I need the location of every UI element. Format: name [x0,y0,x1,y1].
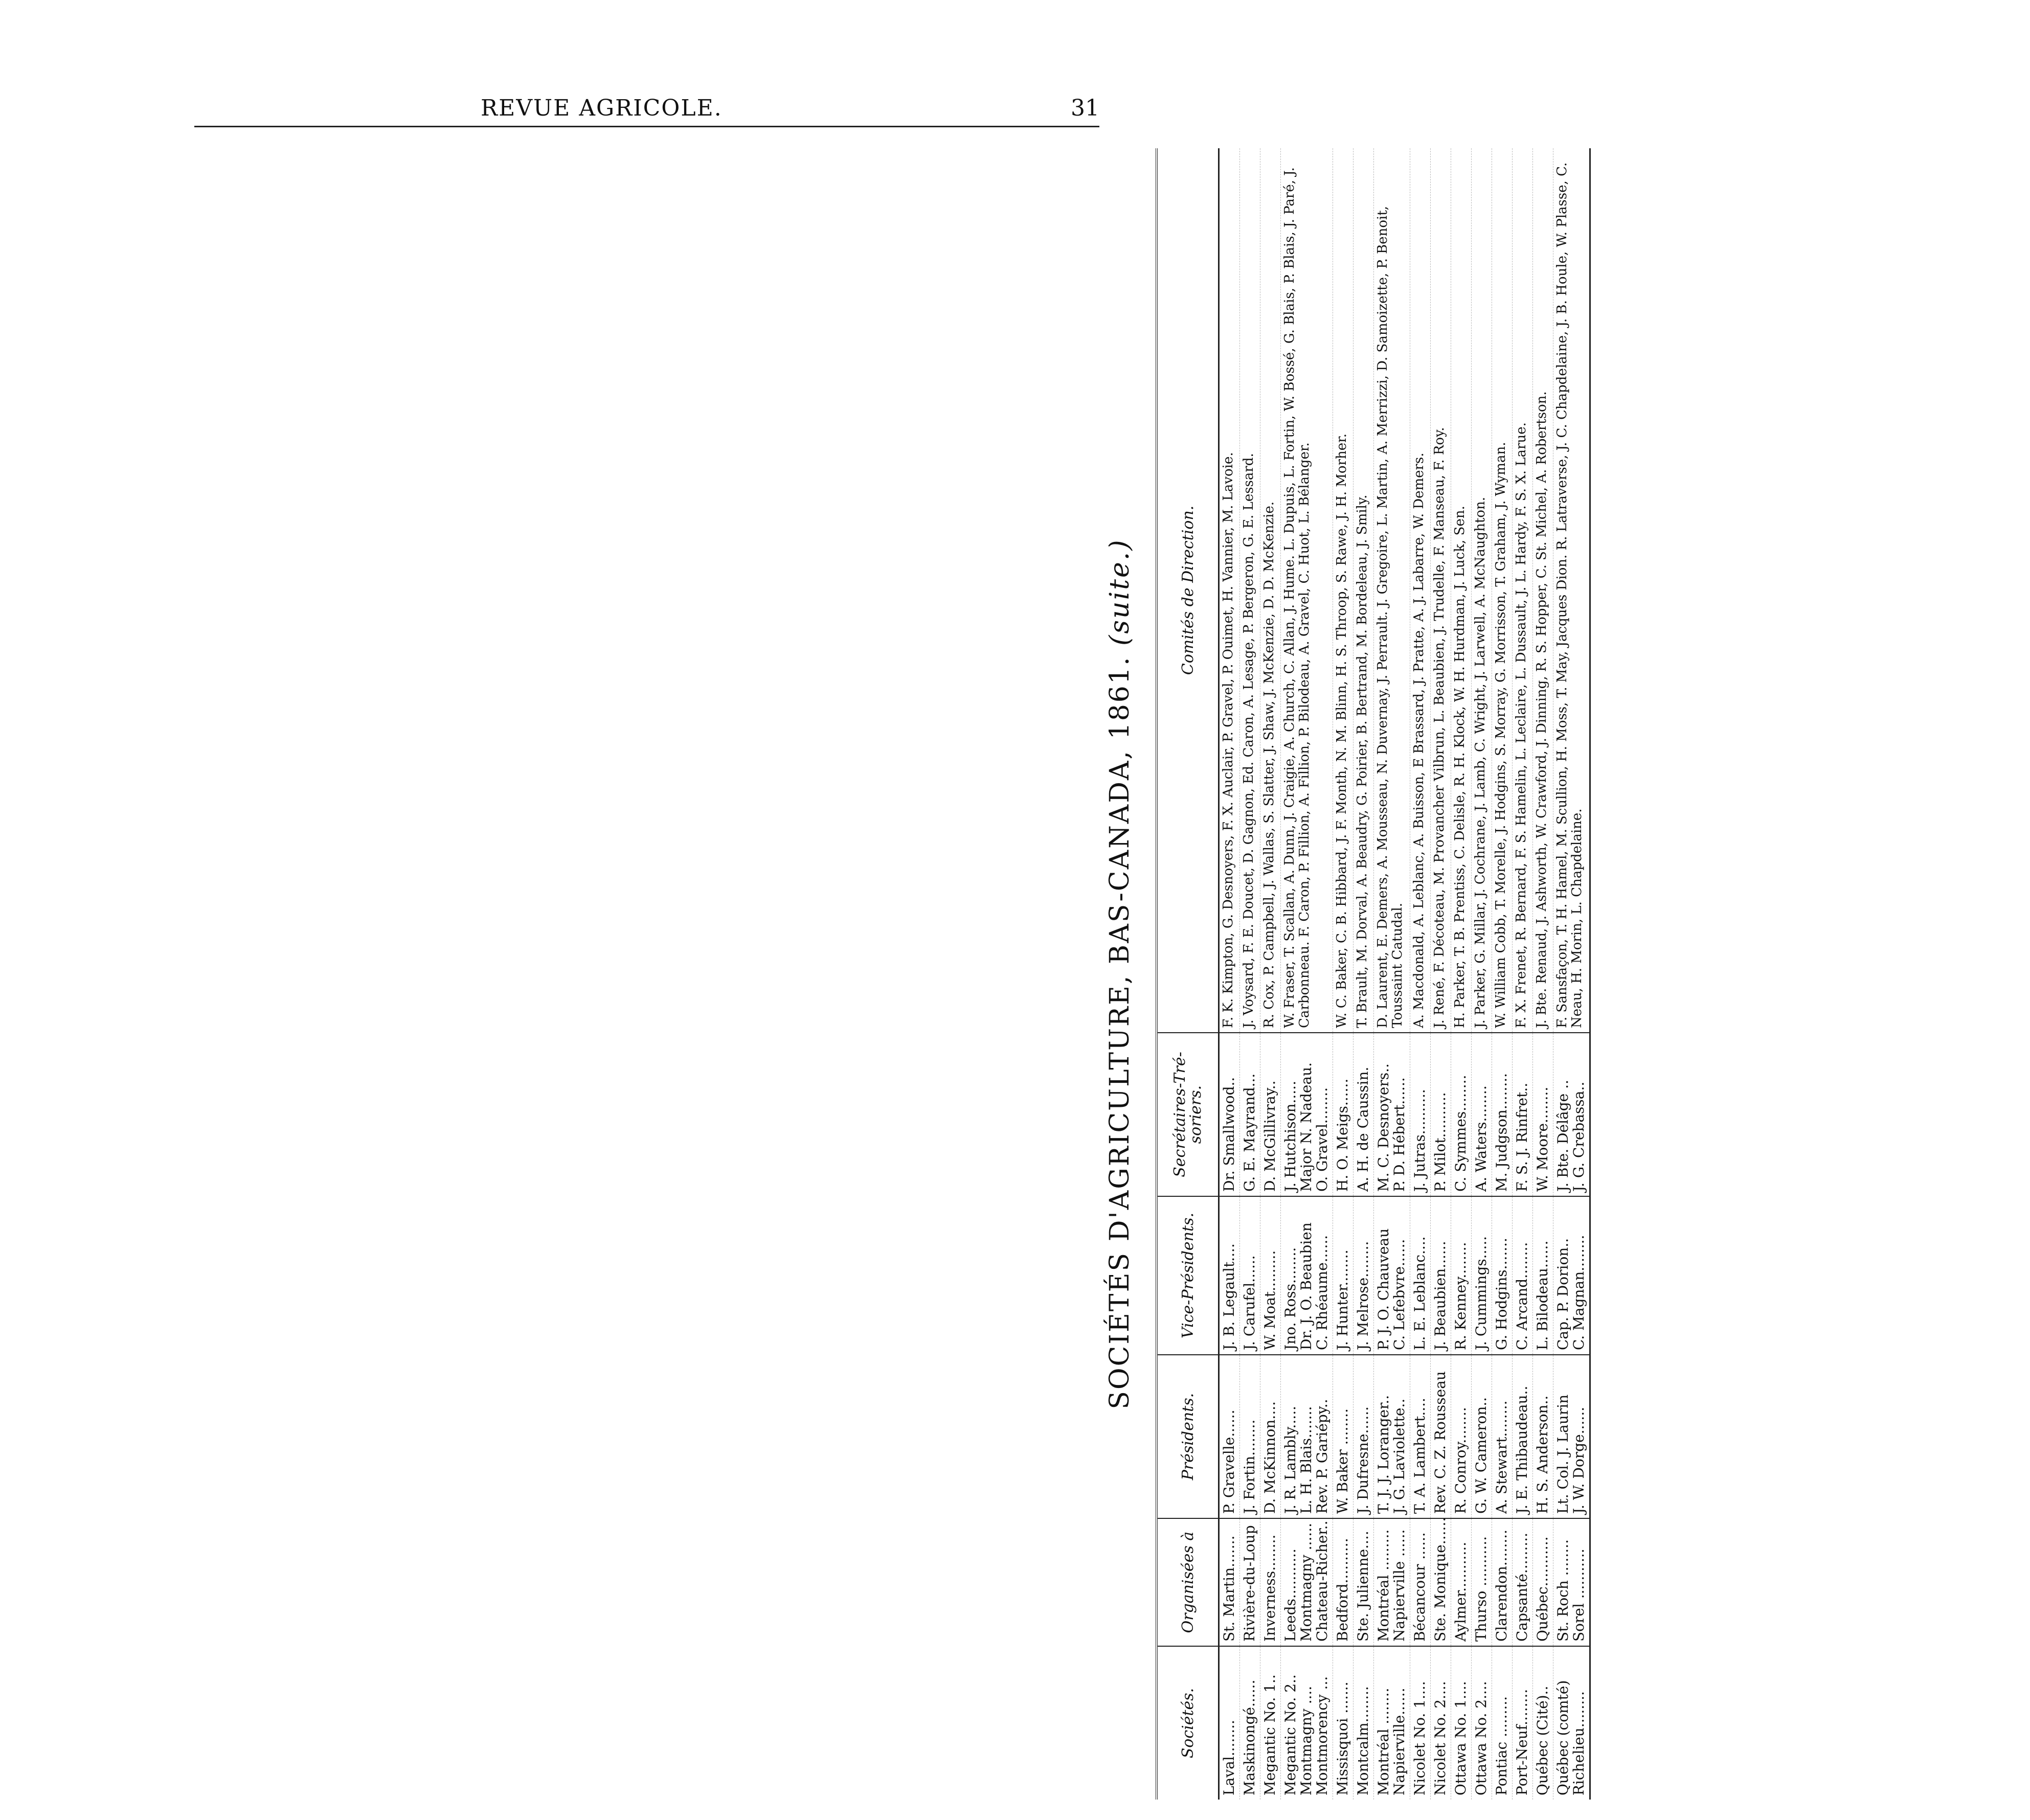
cell-president-line: Rev. C. Z. Rousseau [1432,1371,1449,1514]
cell-societe-line: Montmagny .... [1298,1686,1315,1795]
cell-vice-president [1492,1196,1513,1355]
cell-comite: J. Voysard, F. E. Doucet, D. Gagnon, Ed. Caron, A. Lesage, P. Bergeron, G. E. Lessard. [1240,148,1260,1033]
cell-organisee-line: Ste. Julienne.... [1355,1531,1371,1642]
cell-societe-line: Laval........ [1221,1720,1237,1795]
cell-comite: F. Sansfaçon, T. H. Hamel, M. Scullion, H. Moss, T. May, Jacques Dion. R. Latraverse, J. C. Chapdelaine, J. B. Houle, W. Plasse, C. Neau, H. Morin, L. Chapdelaine. [1553,148,1590,1033]
cell-societe-line: Québec (comté) [1554,1680,1571,1795]
cell-societe [1374,1646,1410,1800]
table-title-suffix: (suite.) [1104,538,1135,646]
cell-secretaire-line: F. S. J. Rinfret.. [1514,1082,1530,1192]
cell-president-line: Rev. P. Gariépy.. [1314,1399,1330,1514]
cell-vice-president-line: P. J. O. Chauveau [1375,1228,1392,1350]
cell-secretaire [1374,1033,1410,1196]
header-vice-presidents: Vice-Présidents. [1157,1196,1219,1355]
cell-president [1219,1355,1240,1518]
table-row [1533,148,1553,1800]
cell-societe [1333,1646,1354,1800]
table-row [1219,148,1240,1800]
cell-vice-president [1472,1196,1492,1355]
cell-societe-line: Montcalm........ [1355,1686,1371,1795]
cell-societe [1492,1646,1513,1800]
cell-organisee [1354,1518,1374,1646]
cell-vice-president-line: J. Melrose........ [1355,1241,1371,1350]
table-title-text: SOCIÉTÉS D'AGRICULTURE, BAS-CANADA, 1861. [1104,655,1135,1409]
cell-vice-president [1553,1196,1590,1355]
cell-organisee-line: Inverness........ [1261,1534,1278,1642]
cell-secretaire-line: A. Waters........ [1473,1085,1490,1192]
cell-organisee-line: Thurso ........... [1473,1536,1490,1642]
cell-organisee-line: Napierville ...... [1391,1529,1408,1642]
cell-president [1451,1355,1472,1518]
cell-societe-line: Richelieu........ [1570,1691,1587,1795]
cell-secretaire [1533,1033,1553,1196]
running-head [194,95,1099,127]
cell-societe-line: Nicolet No. 2.... [1432,1681,1449,1795]
cell-president-line: J. E. Thibaudeau.. [1514,1385,1530,1514]
cell-comite: W. Fraser, T. Scallan, A. Dunn, J. Craigie, A. Church, C. Allan, J. Hume. L. Dupuis, L. Fortin, W. Bossé, G. Blais, P. Blais, J. Paré, J. Carbonneau. F. Caron, P. Fillion, A. Fillion, P. Bilodeau, A. Gravel, C. Huot, L. Bélanger. [1281,148,1333,1033]
cell-president [1333,1355,1354,1518]
cell-secretaire [1333,1033,1354,1196]
cell-societe-line: Port-Neuf........ [1514,1689,1530,1795]
table-row [1374,148,1410,1800]
cell-president-line: J. Dufresne...... [1355,1406,1371,1514]
cell-president-line: T. A. Lambert.... [1411,1398,1428,1514]
cell-vice-president [1260,1196,1281,1355]
cell-vice-president-line: Dr. J. O. Beaubien [1298,1222,1315,1350]
cell-societe-line: Megantic No. 1.. [1261,1674,1278,1795]
cell-vice-president [1219,1196,1240,1355]
cell-societe-line: Missisquoi ....... [1334,1681,1351,1795]
cell-vice-president [1410,1196,1431,1355]
cell-organisee-line: Bedford.......... [1334,1538,1351,1642]
page-number: 31 [1071,95,1099,121]
cell-comite: J. Bte. Renaud, J. Ashworth, W. Crawford, J. Dinning, R. S. Hopper, C. St. Michel, A. Robertson. [1533,148,1553,1033]
cell-secretaire [1410,1033,1431,1196]
cell-secretaire-line: J. Bte. Délâge .. [1554,1080,1571,1192]
header-row [1157,148,1219,1800]
cell-organisee [1472,1518,1492,1646]
cell-comite: A. Macdonald, A. Leblanc, A. Buisson, E Brassard, J. Pratte, A. J. Labarre, W. Demers. [1410,148,1431,1033]
cell-president [1260,1355,1281,1518]
cell-organisee-line: Clarendon........ [1493,1529,1510,1642]
cell-societe-line: Québec (Cité).. [1534,1686,1551,1795]
cell-president-line: L. H. Blais....... [1298,1406,1315,1514]
cell-president-line: D. McKinnon.... [1261,1401,1278,1514]
cell-organisee-line: Bécancour ...... [1411,1532,1428,1642]
cell-comite: J. René, F. Décoteau, M. Provancher Vilbrun, L. Beaubien, J. Trudelle, F. Manseau, F. Roy. [1431,148,1451,1033]
cell-secretaire [1472,1033,1492,1196]
cell-president-line: R. Conroy........ [1452,1407,1469,1514]
cell-secretaire-line: M. Judgson........ [1493,1073,1510,1192]
cell-comite: F. X. Frenet, R. Bernard, F. S. Hamelin, L. Leclaire, L. Dussault, J. L. Hardy, F. S. X. Larue. [1513,148,1533,1033]
cell-secretaire-line: H. O. Meigs...... [1334,1078,1351,1192]
cell-comite: T. Brault, M. Dorval, A. Beaudry, G. Poirier, B. Bertrand, M. Bordeleau, J. Smily. [1354,148,1374,1033]
cell-vice-president-line: J. Hunter........ [1334,1249,1351,1350]
cell-societe-line: Megantic No. 2.. [1282,1674,1299,1795]
cell-organisee [1553,1518,1590,1646]
cell-president-line: G. W. Cameron.. [1473,1397,1490,1514]
cell-secretaire [1260,1033,1281,1196]
cell-president [1472,1355,1492,1518]
cell-vice-president-line: C. Rhéaume...... [1314,1235,1330,1350]
cell-president [1533,1355,1553,1518]
cell-secretaire-line: J. Hutchison..... [1282,1081,1299,1192]
table-row [1492,148,1513,1800]
cell-vice-president-line: J. Carufel...... [1241,1255,1258,1350]
cell-president [1553,1355,1590,1518]
cell-vice-president-line: J. Cummings..... [1473,1236,1490,1350]
cell-organisee [1281,1518,1333,1646]
cell-organisee-line: Sorel ........... [1570,1549,1587,1642]
cell-comite: D. Laurent, E. Demers, A. Mousseau, N. Duvernay, J. Perrault. J. Gregoire, L. Martin, A. Merrizzi, D. Samoizette, P. Benoit, Toussaint Catudal. [1374,148,1410,1033]
cell-secretaire-line: Major N. Nadeau. [1298,1062,1315,1192]
cell-organisee-line: Rivière-du-Loup [1241,1525,1258,1642]
cell-organisee [1333,1518,1354,1646]
cell-vice-president [1354,1196,1374,1355]
cell-societe-line: Ottawa No. 2.... [1473,1681,1490,1795]
cell-organisee-line: Québec........... [1534,1536,1551,1642]
cell-societe-line: Pontiac ......... [1493,1696,1510,1795]
header-comites: Comités de Direction. [1157,148,1219,1033]
cell-vice-president-line: L. Bilodeau...... [1534,1240,1551,1350]
cell-organisee [1374,1518,1410,1646]
cell-president-line: J. W. Dorge...... [1570,1406,1587,1514]
cell-secretaire [1431,1033,1451,1196]
cell-organisee-line: Aylmer........... [1452,1541,1469,1642]
table-row [1281,148,1333,1800]
cell-vice-president [1513,1196,1533,1355]
cell-secretaire-line: J. G. Crebassa.. [1570,1081,1587,1192]
cell-vice-president [1533,1196,1553,1355]
cell-secretaire [1553,1033,1590,1196]
cell-president-line: P. Gravelle...... [1221,1409,1237,1514]
cell-organisee [1533,1518,1553,1646]
cell-vice-president-line: J. B. Legault.... [1221,1243,1237,1350]
cell-vice-president-line: R. Kenney........ [1452,1242,1469,1350]
cell-organisee [1410,1518,1431,1646]
table-row [1431,148,1451,1800]
cell-president [1513,1355,1533,1518]
cell-societe-line: Montmorency ... [1314,1676,1330,1795]
cell-comite: W. C. Baker, C. B. Hibbard, J. F. Month, N. M. Blinn, H. S. Throop, S. Rawe, J. H. Morher. [1333,148,1354,1033]
cell-secretaire-line: C. Symmes........ [1452,1075,1469,1192]
cell-organisee-line: St. Roch ........ [1554,1539,1571,1642]
cell-societe [1260,1646,1281,1800]
cell-secretaire-line: P. Milot.......... [1432,1092,1449,1192]
table-row [1260,148,1281,1800]
societies-table [1156,148,1591,1800]
header-presidents: Présidents. [1157,1355,1219,1518]
cell-secretaire-line: P. D. Hébert...... [1391,1077,1408,1192]
cell-societe [1240,1646,1260,1800]
cell-vice-president-line: G. Hodgins....... [1493,1238,1510,1350]
cell-president [1354,1355,1374,1518]
cell-vice-president [1281,1196,1333,1355]
cell-organisee-line: St. Martin....... [1221,1535,1237,1642]
header-organisees: Organisées à [1157,1518,1219,1646]
cell-comite: R. Cox, P. Campbell, J. Wallas, S. Slatter, J. Shaw, J. McKenzie, D. D. McKenzie. [1260,148,1281,1033]
cell-societe [1281,1646,1333,1800]
cell-secretaire-line: A. H. de Caussin. [1355,1066,1371,1192]
cell-organisee-line: Chateau-Richer.. [1314,1520,1330,1642]
cell-vice-president-line: L. E. Leblanc.... [1411,1236,1428,1350]
cell-secretaire [1281,1033,1333,1196]
cell-organisee-line: Montréal ......... [1375,1529,1392,1642]
cell-president [1374,1355,1410,1518]
cell-societe-line: Maskinongé...... [1241,1679,1258,1795]
cell-president-line: J. Fortin........ [1241,1419,1258,1514]
cell-comite: W. William Cobb, T. Morelle, J. Hodgins, S. Morray, G. Morrisson, T. Graham, J. Wyman. [1492,148,1513,1033]
cell-vice-president-line: C. Arcand........ [1514,1242,1530,1350]
cell-secretaire-line: O. Gravel........ [1314,1087,1330,1192]
cell-vice-president-line: C. Lefebvre...... [1391,1239,1408,1350]
cell-secretaire [1513,1033,1533,1196]
cell-secretaire-line: Dr. Smallwood.. [1221,1077,1237,1192]
cell-societe-line: Napierville...... [1391,1688,1408,1795]
cell-secretaire [1240,1033,1260,1196]
cell-organisee-line: Montmagny ...... [1298,1522,1315,1642]
cell-president-line: W. Baker ........ [1334,1408,1351,1514]
cell-societe [1410,1646,1431,1800]
table-row [1354,148,1374,1800]
cell-societe [1431,1646,1451,1800]
header-societes: Sociétés. [1157,1646,1219,1800]
table-row [1451,148,1472,1800]
cell-secretaire [1451,1033,1472,1196]
cell-president [1431,1355,1451,1518]
table-row [1513,148,1533,1800]
cell-vice-president [1374,1196,1410,1355]
cell-societe [1472,1646,1492,1800]
cell-organisee [1451,1518,1472,1646]
cell-president-line: J. G. Laviolette.. [1391,1398,1408,1514]
cell-vice-president-line: W. Moat......... [1261,1250,1278,1350]
cell-societe [1354,1646,1374,1800]
cell-comite: F. K. Kimpton, G. Desnoyers, F. X. Auclair, P. Gravel, P. Ouimet, H. Vannier, M. Lavoie. [1219,148,1240,1033]
cell-organisee [1513,1518,1533,1646]
cell-organisee-line: Leeds........... [1282,1549,1299,1642]
table-title [1089,148,1151,1800]
cell-organisee [1240,1518,1260,1646]
cell-comite: J. Parker, G. Millar, J. Cochrane, J. Lamb, C. Wright, J. Larwell, A. McNaughton. [1472,148,1492,1033]
cell-president-line: J. R. Lambly..... [1282,1405,1299,1514]
cell-societe [1451,1646,1472,1800]
cell-president-line: Lt. Col. J. Laurin [1554,1394,1571,1514]
cell-societe-line: Nicolet No. 1.... [1411,1681,1428,1795]
rotated-table-block [1089,148,2030,1800]
cell-organisee-line: Ste. Monique...... [1432,1517,1449,1642]
table-body [1219,148,1590,1800]
cell-organisee [1431,1518,1451,1646]
cell-secretaire-line: D. McGillivray.. [1261,1080,1278,1192]
cell-comite: H. Parker, T. B. Prentiss, C. Delisle, R. H. Klock, W. H. Hurdman, J. Luck, Sen. [1451,148,1472,1033]
cell-president [1492,1355,1513,1518]
table-row [1553,148,1590,1800]
cell-organisee [1260,1518,1281,1646]
table-row [1472,148,1492,1800]
cell-president [1281,1355,1333,1518]
header-secretaires: Secrétaires-Tré-soriers. [1157,1033,1219,1196]
cell-vice-president [1451,1196,1472,1355]
cell-vice-president [1431,1196,1451,1355]
cell-secretaire-line: J. Jutras.......... [1411,1089,1428,1192]
cell-organisee [1492,1518,1513,1646]
cell-president-line: T. J. J. Loranger.. [1375,1395,1392,1514]
cell-secretaire-line: W. Moore........ [1534,1086,1551,1192]
cell-president [1410,1355,1431,1518]
cell-societe [1553,1646,1590,1800]
cell-vice-president-line: C. Magnan........ [1570,1235,1587,1350]
cell-secretaire [1354,1033,1374,1196]
cell-vice-president-line: J. Beaubien...... [1432,1241,1449,1350]
cell-societe [1513,1646,1533,1800]
cell-organisee-line: Capsanté......... [1514,1532,1530,1642]
table-row [1333,148,1354,1800]
cell-secretaire-line: M. C. Desnoyers.. [1375,1063,1392,1192]
cell-secretaire [1219,1033,1240,1196]
running-title: REVUE AGRICOLE. [481,95,723,121]
cell-vice-president [1240,1196,1260,1355]
cell-president-line: H. S. Anderson.. [1534,1395,1551,1514]
cell-secretaire-line: G. E. Mayrand... [1241,1073,1258,1192]
cell-societe [1219,1646,1240,1800]
cell-vice-president-line: Cap. P. Dorion.. [1554,1238,1571,1350]
cell-vice-president-line: Jno. Ross........ [1282,1247,1299,1350]
cell-vice-president [1333,1196,1354,1355]
cell-president-line: A. Stewart........ [1493,1400,1510,1514]
table-row [1410,148,1431,1800]
cell-societe-line: Montréal ........ [1375,1688,1392,1795]
cell-organisee [1219,1518,1240,1646]
cell-secretaire [1492,1033,1513,1196]
cell-president [1240,1355,1260,1518]
table-row [1240,148,1260,1800]
cell-societe-line: Ottawa No. 1.... [1452,1681,1469,1795]
cell-societe [1533,1646,1553,1800]
